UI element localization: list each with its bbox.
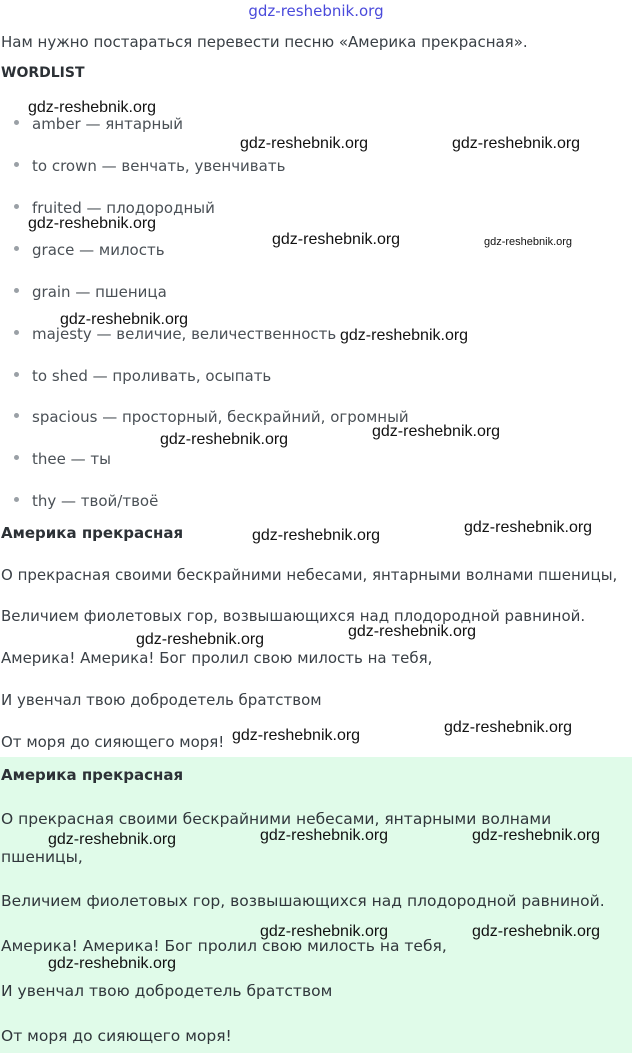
- watermark-text: gdz-reshebnik.org: [340, 327, 469, 344]
- answer-line: пшеницы,: [1, 848, 83, 866]
- list-item: [14, 283, 167, 301]
- watermark-text: gdz-reshebnik.org: [348, 623, 477, 640]
- watermark-text: gdz-reshebnik.org: [444, 719, 573, 736]
- list-item: [14, 241, 165, 259]
- answer-line: О прекрасная своими бескрайними небесами, янтарными волнами: [1, 810, 552, 828]
- watermark-text: gdz-reshebnik.org: [48, 831, 177, 848]
- watermark-text: gdz-reshebnik.org: [136, 631, 265, 648]
- list-item: [14, 157, 285, 175]
- word-entry: to crown — венчать, увенчивать: [32, 157, 286, 175]
- site-header[interactable]: gdz-reshebnik.org: [248, 2, 384, 20]
- translation-line: И увенчал твою добродетель братством: [1, 691, 322, 709]
- watermark-text: gdz-reshebnik.org: [28, 99, 157, 116]
- bullet-icon: [14, 288, 19, 293]
- watermark-text: gdz-reshebnik.org: [160, 431, 289, 448]
- watermark-text: gdz-reshebnik.org: [232, 727, 361, 744]
- translation-line: О прекрасная своими бескрайними небесами, янтарными волнами пшеницы,: [1, 566, 618, 584]
- word-entry: majesty — величие, величественность: [32, 325, 337, 343]
- watermark-text: gdz-reshebnik.org: [260, 827, 389, 844]
- answer-line: И увенчал твою добродетель братством: [1, 982, 333, 1000]
- watermark-text: gdz-reshebnik.org: [28, 215, 157, 232]
- watermark-text: gdz-reshebnik.org: [240, 135, 369, 152]
- bullet-icon: [14, 372, 19, 377]
- watermark-text: gdz-reshebnik.org: [472, 923, 601, 940]
- translation-title: Америка прекрасная: [1, 524, 184, 542]
- bullet-icon: [14, 120, 19, 125]
- list-item: [14, 408, 409, 426]
- bullet-icon: [14, 330, 19, 335]
- intro-text: Нам нужно постараться перевести песню «Америка прекрасная».: [1, 33, 528, 51]
- word-entry: spacious — просторный, бескрайний, огромный: [32, 408, 409, 426]
- list-item: [14, 115, 183, 133]
- answer-title: Америка прекрасная: [1, 766, 184, 784]
- bullet-icon: [14, 246, 19, 251]
- watermark-text: gdz-reshebnik.org: [452, 135, 581, 152]
- word-entry: amber — янтарный: [32, 115, 183, 133]
- watermark-text: gdz-reshebnik.org: [472, 827, 601, 844]
- translation-line: Америка! Америка! Бог пролил свою милость на тебя,: [1, 649, 433, 667]
- wordlist-title: WORDLIST: [1, 65, 85, 81]
- bullet-icon: [14, 413, 19, 418]
- watermark-text: gdz-reshebnik.org: [272, 231, 401, 248]
- word-entry: fruited — плодородный: [32, 199, 215, 217]
- word-entry: thee — ты: [32, 450, 111, 468]
- answer-line: Америка! Америка! Бог пролил свою милость на тебя,: [1, 937, 447, 955]
- word-entry: thy — твой/твоё: [32, 492, 159, 510]
- bullet-icon: [14, 162, 19, 167]
- word-entry: grain — пшеница: [32, 283, 167, 301]
- bullet-icon: [14, 497, 19, 502]
- translation-line: От моря до сияющего моря!: [1, 733, 225, 751]
- watermark-text: gdz-reshebnik.org: [464, 519, 593, 536]
- watermark-text: gdz-reshebnik.org: [252, 527, 381, 544]
- word-entry: grace — милость: [32, 241, 165, 259]
- watermark-text: gdz-reshebnik.org: [60, 311, 189, 328]
- word-entry: to shed — проливать, осыпать: [32, 367, 272, 385]
- bullet-icon: [14, 455, 19, 460]
- translation-line: Величием фиолетовых гор, возвышающихся над плодородной равниной.: [1, 607, 586, 625]
- answer-line: От моря до сияющего моря!: [1, 1027, 232, 1045]
- watermark-text: gdz-reshebnik.org: [48, 955, 177, 972]
- watermark-text: gdz-reshebnik.org: [372, 423, 501, 440]
- bullet-icon: [14, 204, 19, 209]
- list-item: [14, 450, 111, 468]
- watermark-text: gdz-reshebnik.org: [484, 236, 573, 248]
- list-item: [14, 492, 158, 510]
- watermark-text: gdz-reshebnik.org: [260, 923, 389, 940]
- answer-line: Величием фиолетовых гор, возвышающихся над плодородной равниной.: [1, 892, 605, 910]
- list-item: [14, 367, 271, 385]
